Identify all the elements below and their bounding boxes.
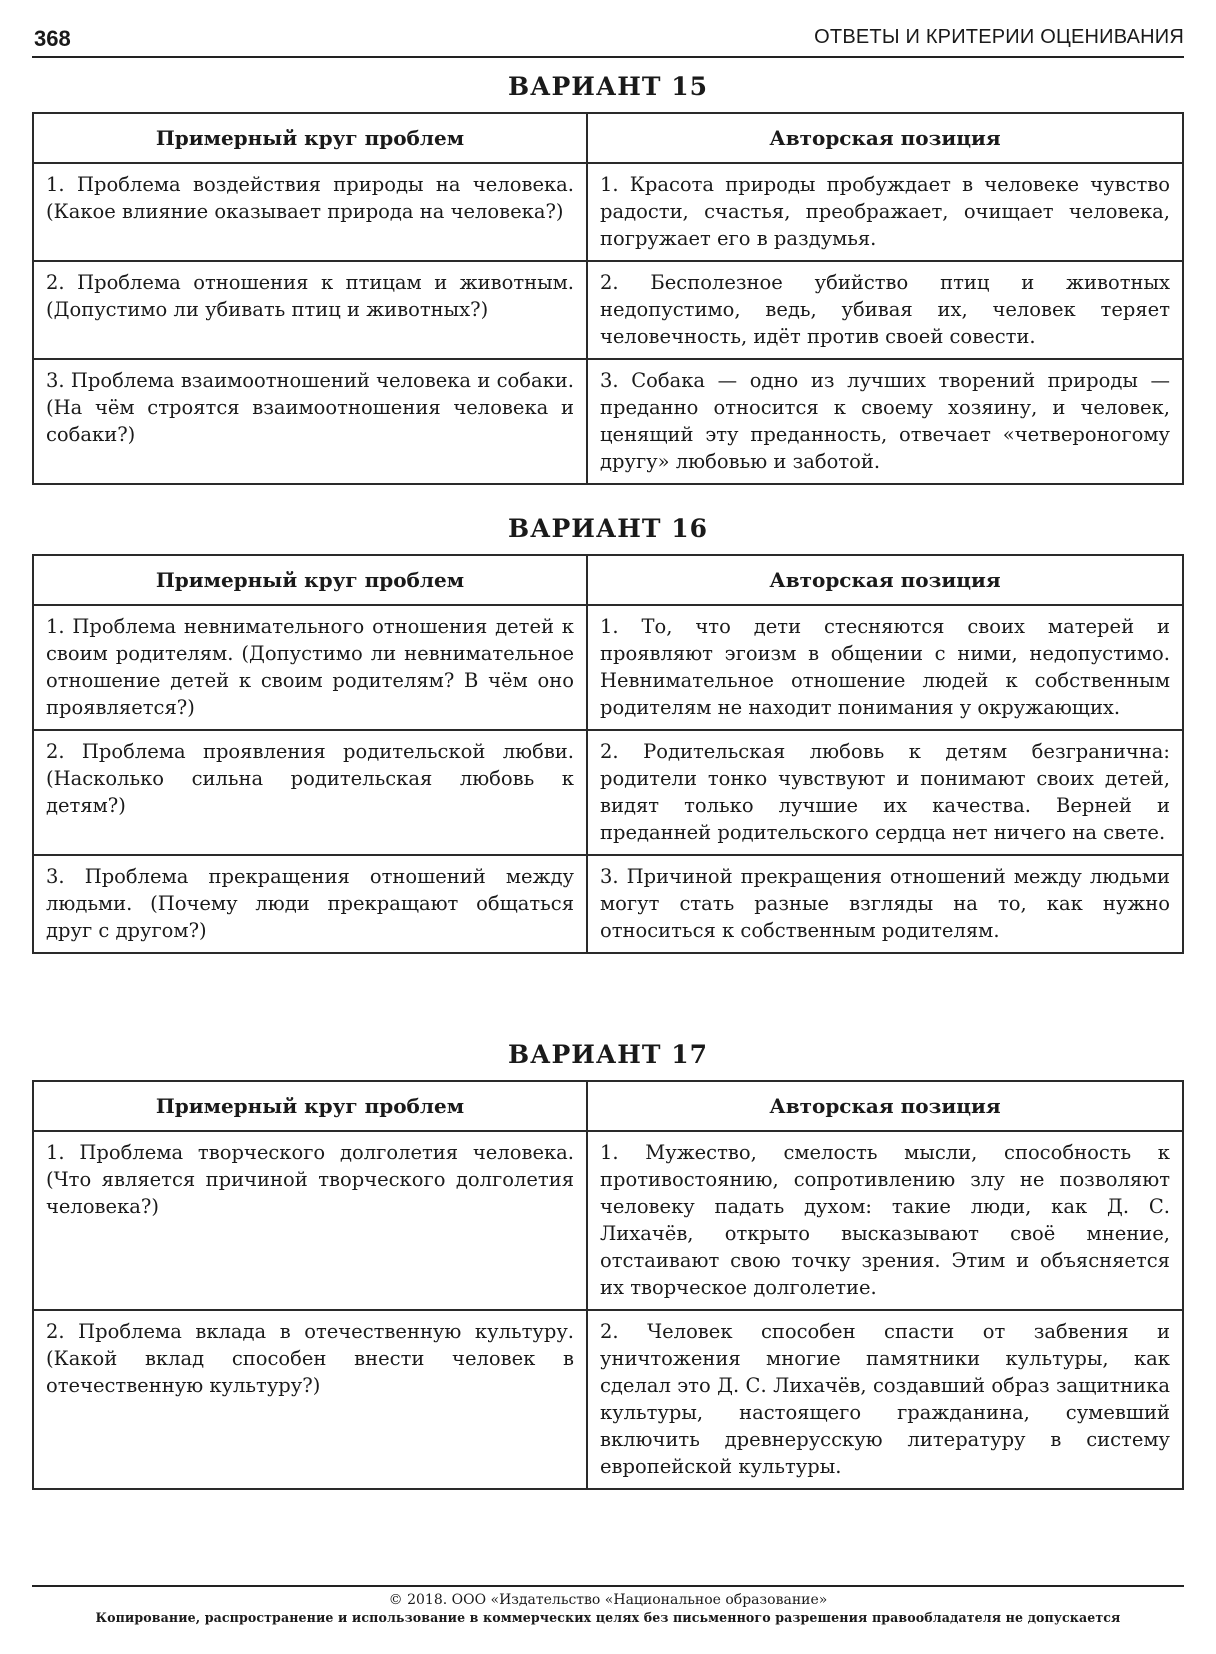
table-header-row xyxy=(33,113,1183,163)
table-row xyxy=(33,605,1183,730)
position-cell: 2. Бесполезное убийство птиц и животных недопустимо, ведь, убивая их, человек теряет человечность, идёт против своей совести. xyxy=(587,261,1183,359)
variant-17-section xyxy=(32,1030,1184,1490)
position-cell: 1. Мужество, смелость мысли, способность к противостоянию, сопротивлению злу не позволяют человеку падать духом: такие люди, как Д. С. Лихачёв, открыто высказывают своё мнение, отстаивают свою точку зрения. Этим и объясняется их творческое долголетие. xyxy=(587,1131,1183,1310)
table-header-row xyxy=(33,1081,1183,1131)
position-cell: 2. Человек способен спасти от забвения и уничтожения многие памятники культуры, как сделал это Д. С. Лихачёв, создавший образ защитника культуры, настоящего гражданина, сумевший включить древнерусскую литературу в систему европейской культуры. xyxy=(587,1310,1183,1489)
page-number: 368 xyxy=(34,26,71,51)
page-header xyxy=(32,16,1184,58)
variant-title: ВАРИАНТ 17 xyxy=(508,1040,708,1069)
column-header-problems: Примерный круг проблем xyxy=(33,1081,587,1131)
copyright-line: © 2018. ООО «Издательство «Национальное образование» xyxy=(388,1592,828,1608)
table-header-row xyxy=(33,555,1183,605)
position-cell: 3. Причиной прекращения отношений между людьми могут стать разные взгляды на то, как нужно относиться к собственным родителям. xyxy=(587,855,1183,953)
table-row xyxy=(33,730,1183,855)
table-row xyxy=(33,855,1183,953)
column-header-problems: Примерный круг проблем xyxy=(33,555,587,605)
table-row xyxy=(33,261,1183,359)
table-row xyxy=(33,359,1183,484)
variant-16-section xyxy=(32,504,1184,954)
position-cell: 1. Красота природы пробуждает в человеке чувство радости, счастья, преображает, очищает человека, погружает его в раздумья. xyxy=(587,163,1183,261)
problem-cell: 3. Проблема прекращения отношений между людьми. (Почему люди прекращают общаться друг с другом?) xyxy=(33,855,587,953)
answers-table xyxy=(32,1080,1184,1490)
problem-cell: 3. Проблема взаимоотношений человека и собаки. (На чём строятся взаимоотношения человека и собаки?) xyxy=(33,359,587,484)
table-row xyxy=(33,1131,1183,1310)
position-cell: 2. Родительская любовь к детям безгранична: родители тонко чувствуют и понимают своих детей, видят только лучшие их качества. Верней и преданней родительского сердца нет ничего на свете. xyxy=(587,730,1183,855)
column-header-position: Авторская позиция xyxy=(587,555,1183,605)
problem-cell: 2. Проблема проявления родительской любви. (Насколько сильна родительская любовь к детям?) xyxy=(33,730,587,855)
variant-title: ВАРИАНТ 15 xyxy=(508,72,708,101)
answers-table xyxy=(32,554,1184,954)
page-footer xyxy=(32,1585,1184,1627)
position-cell: 1. То, что дети стесняются своих матерей и проявляют эгоизм в общении с ними, недопустимо. Невнимательное отношение людей к собственным родителям не находит понимания у окружающих. xyxy=(587,605,1183,730)
table-row xyxy=(33,1310,1183,1489)
problem-cell: 1. Проблема творческого долголетия человека. (Что является причиной творческого долголетия человека?) xyxy=(33,1131,587,1310)
column-header-position: Авторская позиция xyxy=(587,1081,1183,1131)
problem-cell: 2. Проблема отношения к птицам и животным. (Допустимо ли убивать птиц и животных?) xyxy=(33,261,587,359)
problem-cell: 2. Проблема вклада в отечественную культуру. (Какой вклад способен внести человек в отечественную культуру?) xyxy=(33,1310,587,1489)
answers-table xyxy=(32,112,1184,485)
position-cell: 3. Собака — одно из лучших творений природы — преданно относится к своему хозяину, и человек, ценящий эту преданность, отвечает «четвероногому другу» любовью и заботой. xyxy=(587,359,1183,484)
table-row xyxy=(33,163,1183,261)
variant-title: ВАРИАНТ 16 xyxy=(508,514,708,543)
copyright-notice: Копирование, распространение и использование в коммерческих целях без письменного разрешения правообладателя не допускается xyxy=(95,1610,1121,1625)
column-header-position: Авторская позиция xyxy=(587,113,1183,163)
problem-cell: 1. Проблема невнимательного отношения детей к своим родителям. (Допустимо ли невнимательное отношение детей к своим родителям? В чём оно проявляется?) xyxy=(33,605,587,730)
variant-15-section xyxy=(32,62,1184,485)
running-title: ОТВЕТЫ И КРИТЕРИИ ОЦЕНИВАНИЯ xyxy=(814,26,1184,48)
problem-cell: 1. Проблема воздействия природы на человека. (Какое влияние оказывает природа на человека?) xyxy=(33,163,587,261)
column-header-problems: Примерный круг проблем xyxy=(33,113,587,163)
